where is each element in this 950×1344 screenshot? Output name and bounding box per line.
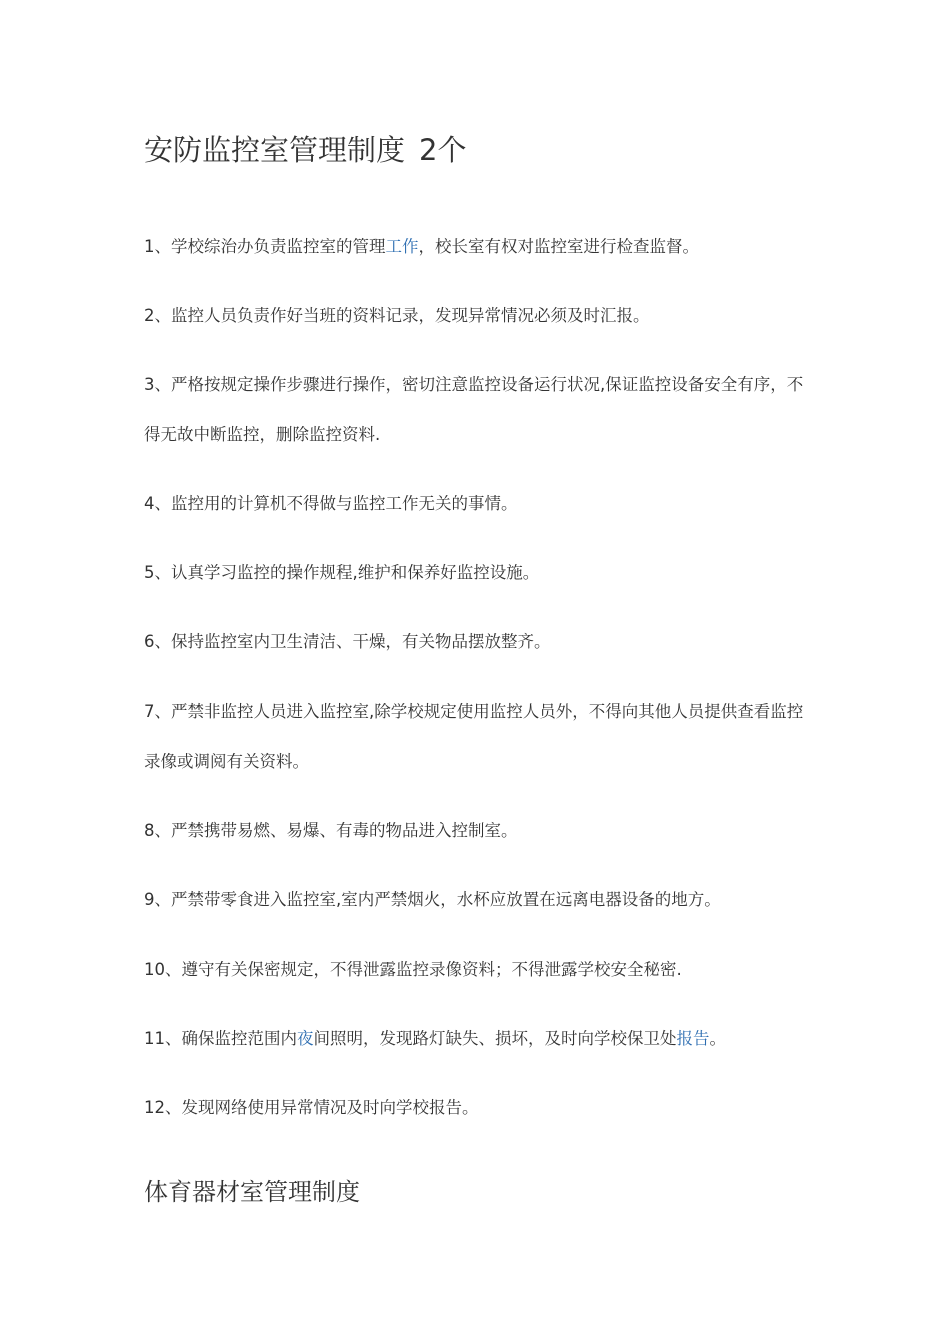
rule-item-11-prefix: 11、确保监控范围内	[144, 1029, 297, 1048]
rule-item-6: 6、保持监控室内卫生清洁、干燥，有关物品摆放整齐。	[144, 632, 551, 651]
rule-item-4: 4、监控用的计算机不得做与监控工作无关的事情。	[144, 494, 518, 513]
rule-item-12: 12、发现网络使用异常情况及时向学校报告。	[144, 1098, 479, 1117]
rule-item-8: 8、严禁携带易燃、易爆、有毒的物品进入控制室。	[144, 821, 518, 840]
rule-item-9: 9、严禁带零食进入监控室,室内严禁烟火，水杯应放置在远离电器设备的地方。	[144, 890, 721, 909]
rule-item-5: 5、认真学习监控的操作规程,维护和保养好监控设施。	[144, 563, 540, 582]
document-title-count: 2个	[419, 133, 467, 167]
rule-item-10: 10、遵守有关保密规定，不得泄露监控录像资料；不得泄露学校安全秘密.	[144, 960, 682, 979]
rule-item-7: 7、严禁非监控人员进入监控室,除学校规定使用监控人员外，不得向其他人员提供查看监控录像或调阅有关资料。	[144, 702, 804, 771]
rule-item-11-suffix: 。	[709, 1029, 726, 1048]
section-title: 体育器材室管理制度	[144, 1178, 360, 1206]
work-link[interactable]: 工作	[385, 237, 419, 256]
document-title-text: 安防监控室管理制度	[144, 133, 406, 167]
rule-item-11	[144, 1014, 804, 1064]
report-link[interactable]: 报告	[676, 1029, 710, 1048]
rule-item-2: 2、监控人员负责作好当班的资料记录，发现异常情况必须及时汇报。	[144, 306, 650, 325]
night-link[interactable]: 夜	[297, 1029, 314, 1048]
rule-item-11-middle: 间照明，发现路灯缺失、损坏，及时向学校保卫处	[313, 1029, 677, 1048]
rule-item-1-prefix: 1、学校综治办负责监控室的管理	[144, 237, 386, 256]
rule-item-3: 3、严格按规定操作步骤进行操作，密切注意监控设备运行状况,保证监控设备安全有序，不得无故中断监控，删除监控资料.	[144, 375, 804, 444]
rule-item-1-suffix: ，校长室有权对监控室进行检查监督。	[418, 237, 699, 256]
rule-item-1	[144, 222, 804, 272]
document-title	[144, 130, 466, 170]
